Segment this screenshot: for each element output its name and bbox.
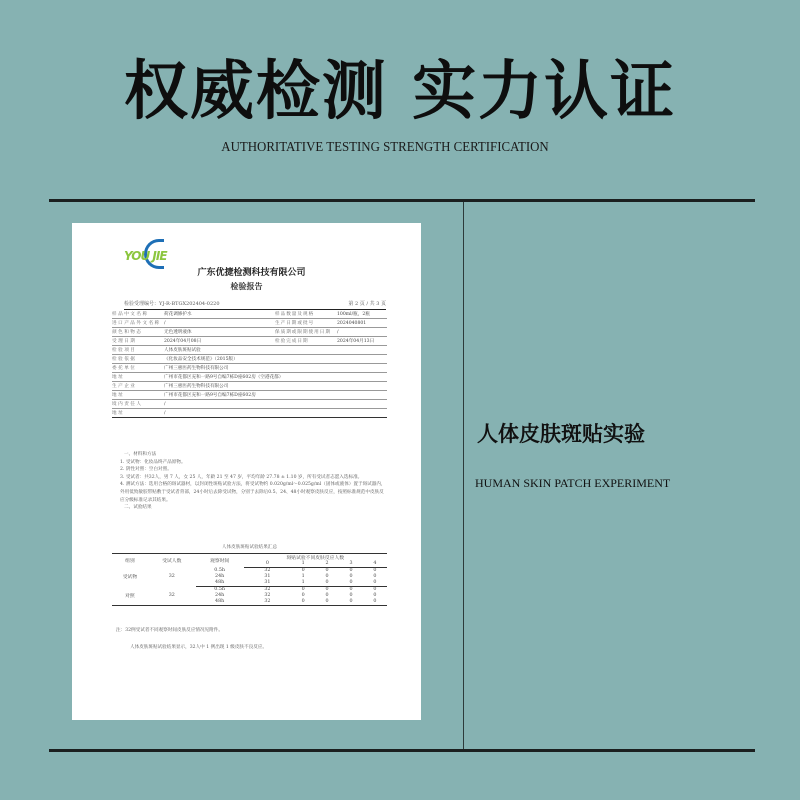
field-row: 境内责任人 /: [112, 400, 387, 409]
section-heading: 一、材料和方法: [124, 452, 157, 457]
field-row: 地址 广州市花都区充和一路9号自编7栋D座602房: [112, 391, 387, 400]
field-row: 地址 广州市花都区充和一路9号自编7栋D座602房（空港花都）: [112, 373, 387, 382]
field-row: 受理日期 2024年04月08日 检验完成日期 2024年04月13日: [112, 337, 387, 346]
table-row: 48h 32 0 0 0 0: [112, 599, 387, 605]
field-row: 生产企业 广州三惠医药生物科技有限公司: [112, 382, 387, 391]
table-row: 24h 32 0 0 0 0: [215, 593, 377, 599]
field-row: 检验项目 人体皮肤斑贴试验: [112, 346, 387, 355]
field-row: 地址 /: [112, 409, 387, 418]
field-row: 样品中文名称 荷花调修护水 样品数量及规格 100ml/瓶，2瓶: [112, 310, 387, 319]
inspection-report-document: [72, 223, 421, 720]
section-heading: 二、试验结果: [124, 505, 152, 511]
table-row: 对照 32 0.5h 32 0 0 0 0: [112, 586, 387, 592]
table-row: 24h 31 1 0 0 0: [215, 574, 377, 580]
results-table: 组别 受试人数 观察时间 斑贴试验不同皮肤反应人数 0 1 2 3 4 受试物 32 0.5h 32 0 0 0 0 24h 31 1 0 0 0 48h 31 1 0 0 0 对照 32 0.5h 32 0 0 0 0 24h 32 0 0 0 0 48h 32 0 0 0 0: [112, 553, 387, 606]
page-subheadline: AUTHORITATIVE TESTING STRENGTH CERTIFICATION: [221, 140, 549, 155]
background-mask: [421, 360, 463, 440]
page-indicator: 第 2 页 / 共 3 页: [348, 301, 386, 307]
page-headline: 权威检测 实力认证: [123, 54, 677, 129]
vertical-divider: [463, 202, 464, 750]
field-row: 进口产品外文名称 / 生产日期或批号 2024040801: [112, 319, 387, 328]
bottom-divider: [49, 749, 755, 752]
paragraph: 1. 受试物：化妆品终产品原物。: [120, 459, 186, 465]
experiment-title: 人体皮肤斑贴实验: [477, 421, 645, 446]
field-row: 委托单位 广州三惠医药生物科技有限公司: [112, 364, 387, 373]
report-title: 检验报告: [230, 282, 263, 291]
field-row: 颜色和物态 无色透明液体 保质期或限期使用日期 /: [112, 328, 387, 337]
results-table-title: 人体皮肤斑贴试验结果汇总: [221, 545, 278, 550]
logo-text: YOU JIE: [124, 249, 167, 263]
report-body: [118, 451, 388, 512]
report-fields: [112, 310, 387, 418]
report-meta: [124, 300, 386, 310]
report-number: 检验受理编号：YJ-R-BTGX202404-0220: [124, 301, 220, 307]
table-row: 48h 31 1 0 0 0: [112, 580, 387, 586]
paragraph: 3. 受试者：共32人，男 7 人，女 25 人，年龄 21 至 47 岁，平均年龄 27.78 ± 1.10 岁，所有受试者志愿入选标准。: [120, 474, 363, 480]
field-row: 检验依据 《化妆品安全技术规范》（2015版）: [112, 355, 387, 364]
top-divider: [49, 199, 755, 202]
company-name: 广东优捷检测科技有限公司: [197, 268, 306, 278]
conclusion-text: 人体皮肤斑贴试验结果显示，32人中 1 例出现 1 级皮肤不良反应。: [130, 645, 267, 650]
table-row: 受试物 32 0.5h 32 0 0 0 0: [122, 567, 377, 581]
paragraph: 2. 阴性对照：空白对照。: [120, 467, 172, 473]
experiment-subtitle: HUMAN SKIN PATCH EXPERIMENT: [475, 476, 671, 490]
paragraph: 4. 测试方法：选用合格的斑试器材，以封闭性斑贴试验方法，将受试物约 0.020g/ml～0.025g/ml（固体或液体）置于斑试器内，外用低致敏胶带贴敷于受试者背部，24小时后去除受试物，分别于去除后0.5、24、48小时观察皮肤反应，按照标准规范中皮肤反应分级标准记录其结果。: [120, 482, 386, 503]
table-note: 注：32例受试者不同观察时间皮肤反应情况见附件。: [116, 628, 223, 633]
